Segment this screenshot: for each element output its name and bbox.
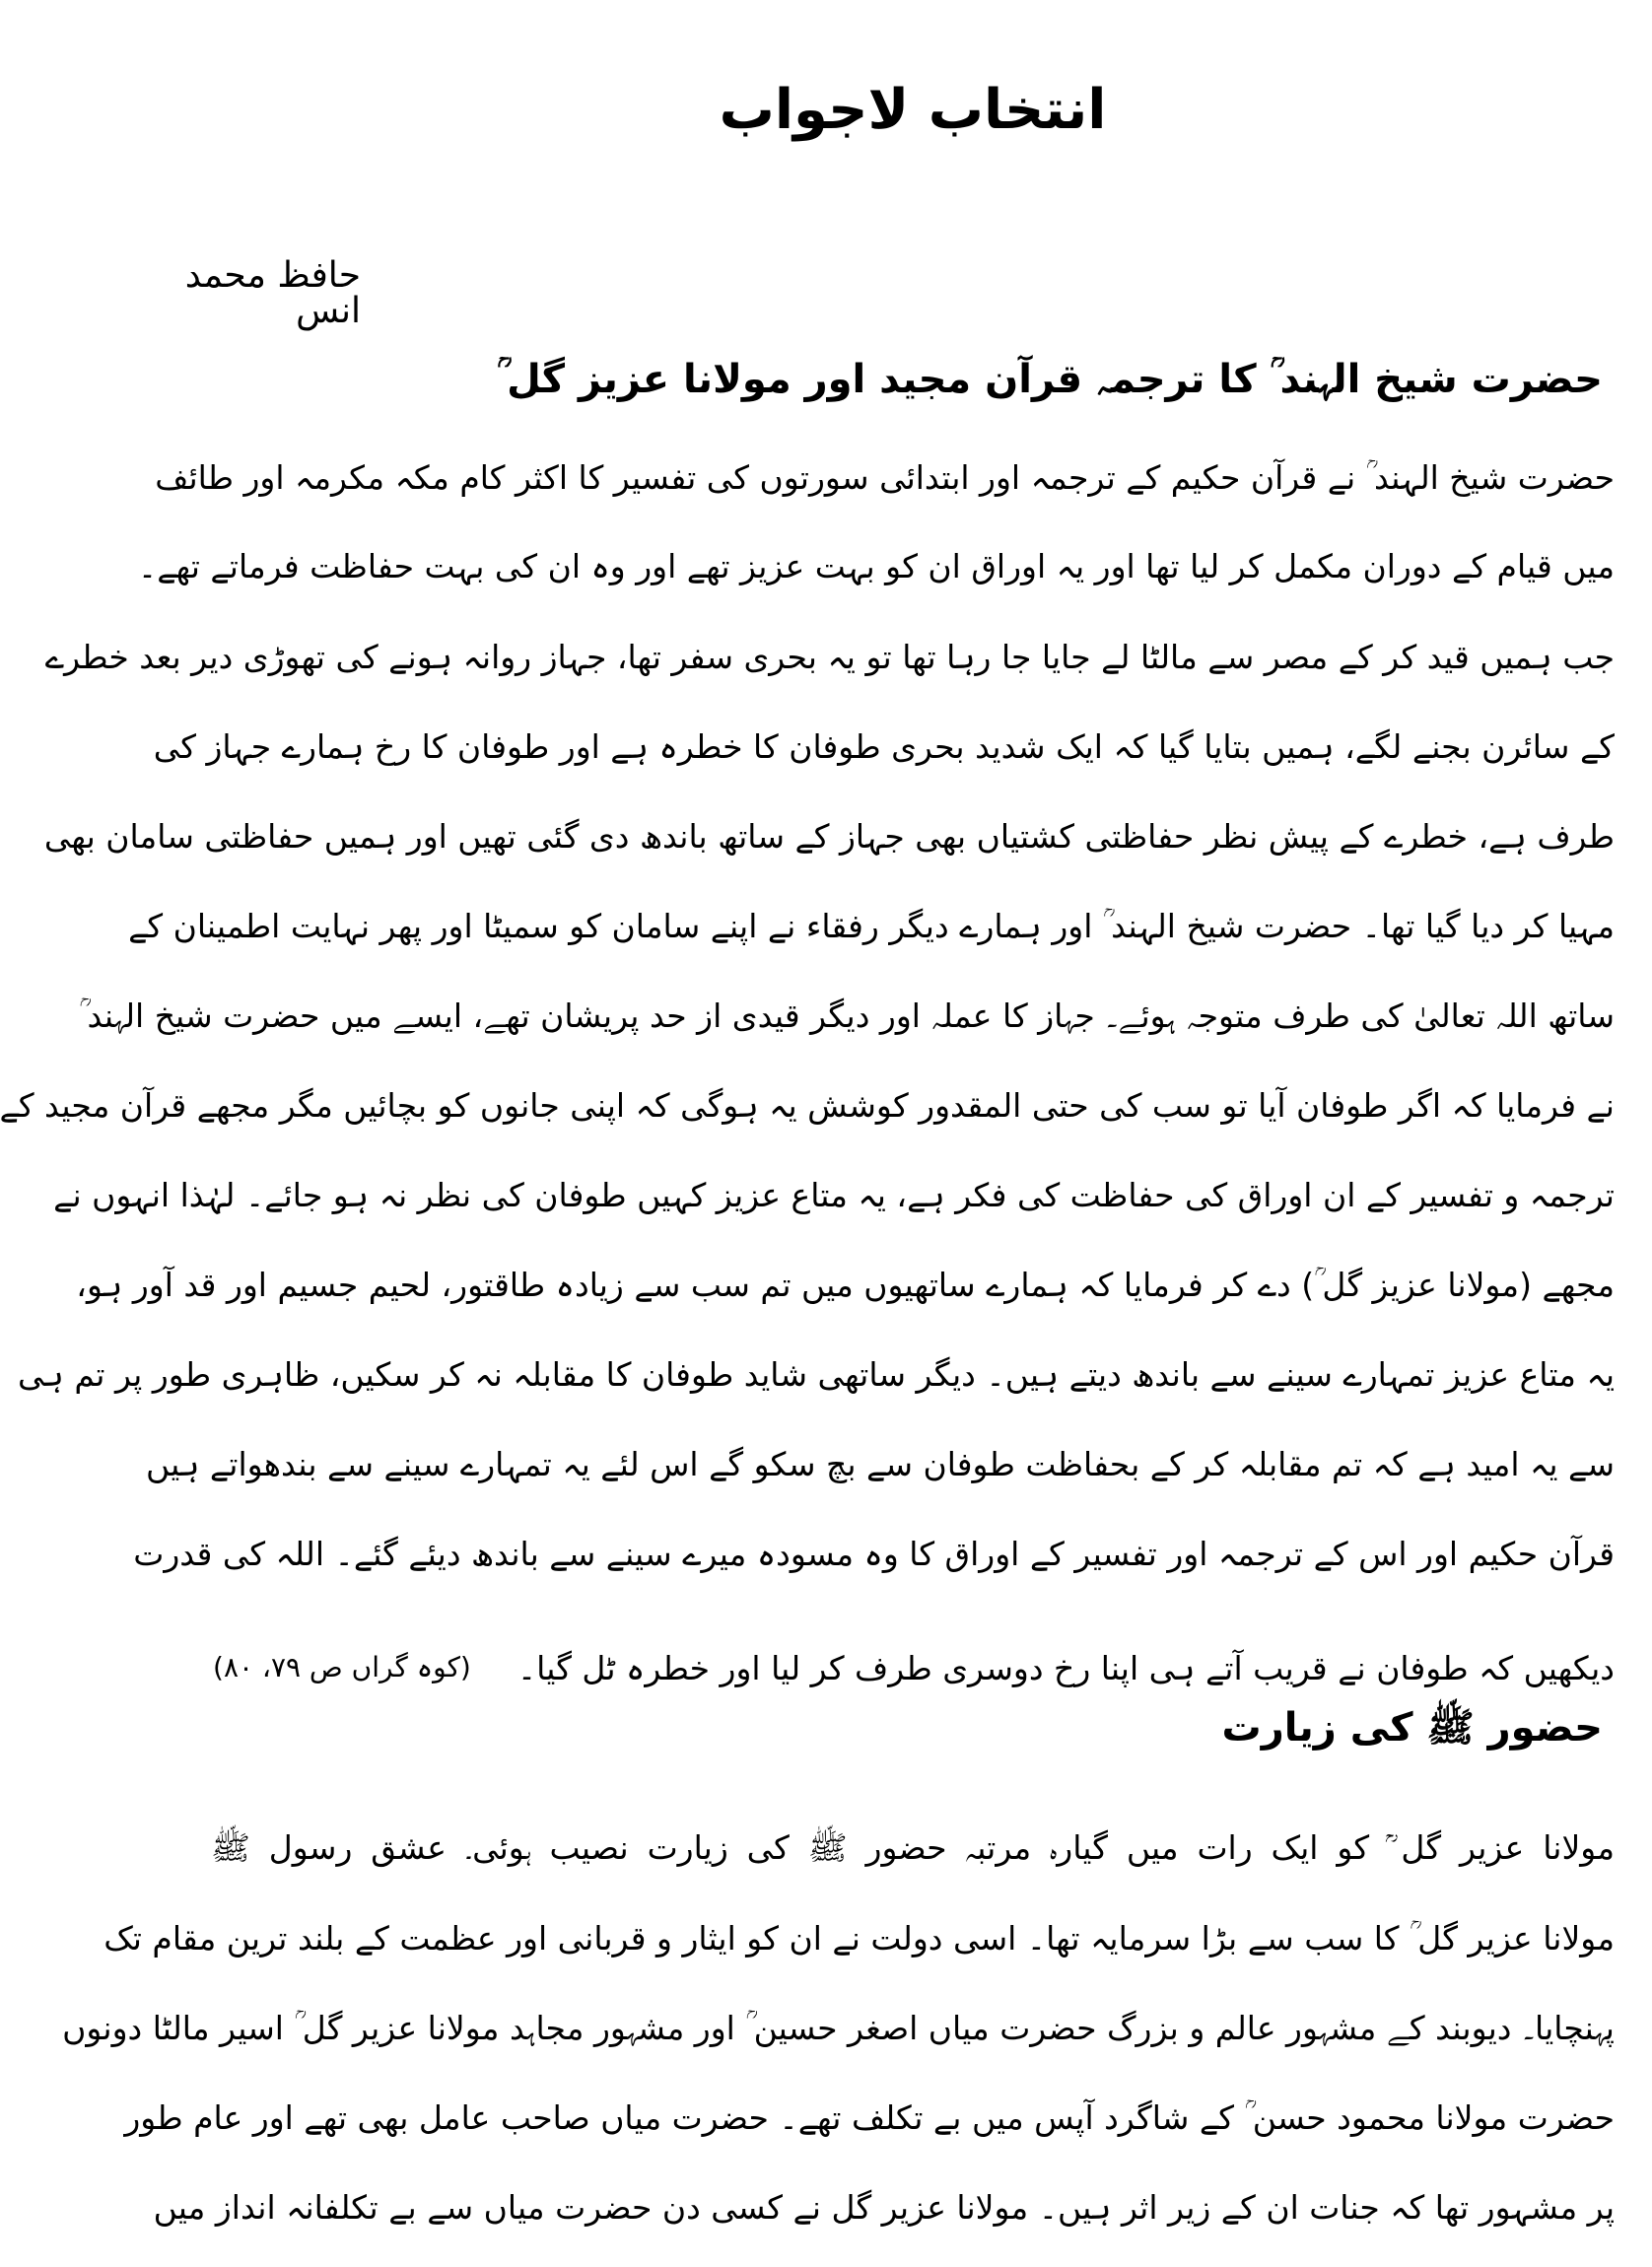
paragraph-line: مجھے (مولانا عزیز گل ؒ) دے کر فرمایا کہ ہمارے ساتھیوں میں تم سب سے زیادہ طاقتور، لحیم جسیم اور قد آور ہو، [76,1266,1615,1304]
paragraph-line: ساتھ اللہ تعالیٰ کی طرف متوجہ ہوئے۔ جہاز کا عملہ اور دیگر قیدی از حد پریشان تھے، ایسے میں حضرت شیخ الہند ؒ [79,996,1615,1035]
paragraph-line: حضرت شیخ الہند ؒ نے قرآن حکیم کے ترجمہ اور ابتدائی سورتوں کی تفسیر کا اکثر کام مکہ مکرمہ اور طائف [155,458,1615,497]
paragraph-line: یہ متاع عزیز تمہارے سینے سے باندھ دیتے ہیں۔ دیگر ساتھی شاید طوفان کا مقابلہ نہ کر سکیں، ظاہری طور پر تم ہی [18,1355,1615,1394]
paragraph-line: دیکھیں کہ طوفان نے قریب آتے ہی اپنا رخ دوسری طرف کر لیا اور خطرہ ٹل گیا۔ [516,1649,1615,1687]
source-reference: (کوہ گراں ص ۷۹، ۸۰) [213,1651,471,1683]
page-title: انتخاب لاجواب [719,78,1107,142]
paragraph-line: قرآن حکیم اور اس کے ترجمہ اور تفسیر کے اوراق کا وہ مسودہ میرے سینے سے باندھ دیئے گئے۔ اللہ کی قدرت [133,1535,1615,1573]
paragraph-line: حضرت مولانا محمود حسن ؒ کے شاگرد آپس میں بے تکلف تھے۔ حضرت میاں صاحب عامل بھی تھے اور عام طور [124,2098,1615,2137]
paragraph-line: پہنچایا۔ دیوبند کے مشہور عالم و بزرگ حضرت میاں اصغر حسین ؒ اور مشہور مجاہد مولانا عزیر گل ؒ اسیر مالٹا دونوں [62,2009,1615,2047]
author-name: حافظ محمد انس [184,255,361,331]
paragraph-line: مہیا کر دیا گیا تھا۔ حضرت شیخ الہند ؒ اور ہمارے دیگر رفقاء نے اپنے سامان کو سمیٹا اور پھر نہایت اطمینان کے [128,907,1615,945]
paragraph-line: طرف ہے، خطرے کے پیش نظر حفاظتی کشتیاں بھی جہاز کے ساتھ باندھ دی گئی تھیں اور ہمیں حفاظتی سامان بھی [43,817,1615,856]
section-heading-ziyarat: حضور ﷺ کی زیارت [1221,1705,1603,1751]
paragraph-line: نے فرمایا کہ اگر طوفان آیا تو سب کی حتی المقدور کوشش یہ ہوگی کہ اپنی جانوں کو بچائیں مگر مجھے قرآن مجید کے [0,1086,1615,1125]
section-heading-shaikh-ul-hind: حضرت شیخ الہند ؒ کا ترجمہ قرآن مجید اور مولانا عزیز گل ؒ [497,357,1603,402]
paragraph-line: جب ہمیں قید کر کے مصر سے مالٹا لے جایا جا رہا تھا تو یہ بحری سفر تھا، جہاز روانہ ہونے کی تھوڑی دیر بعد خطرے [44,638,1615,676]
paragraph-line: پر مشہور تھا کہ جنات ان کے زیر اثر ہیں۔ مولانا عزیر گل نے کسی دن حضرت میاں سے بے تکلفانہ انداز میں [153,2188,1615,2227]
paragraph-line: کے سائرن بجنے لگے، ہمیں بتایا گیا کہ ایک شدید بحری طوفان کا خطرہ ہے اور طوفان کا رخ ہمارے جہاز کی [153,727,1615,766]
paragraph-line: ترجمہ و تفسیر کے ان اوراق کی حفاظت کی فکر ہے، یہ متاع عزیز کہیں طوفان کی نظر نہ ہو جائے۔ لہٰذا انہوں نے [53,1176,1615,1214]
paragraph-line: مولانا عزیر گل ؒ کو ایک رات میں گیارہ مرتبہ حضور ﷺ کی زیارت نصیب ہوئی۔ عشق رسول ﷺ [211,1828,1616,1867]
paragraph-line: مولانا عزیر گل ؒ کا سب سے بڑا سرمایہ تھا۔ اسی دولت نے ان کو ایثار و قربانی اور عظمت کے بلند ترین مقام تک [103,1919,1615,1958]
paragraph-line: میں قیام کے دوران مکمل کر لیا تھا اور یہ اوراق ان کو بہت عزیز تھے اور وہ ان کی بہت حفاظت فرماتے تھے۔ [137,547,1615,585]
paragraph-line: سے یہ امید ہے کہ تم مقابلہ کر کے بحفاظت طوفان سے بچ سکو گے اس لئے یہ تمہارے سینے سے بندھواتے ہیں [146,1445,1615,1483]
